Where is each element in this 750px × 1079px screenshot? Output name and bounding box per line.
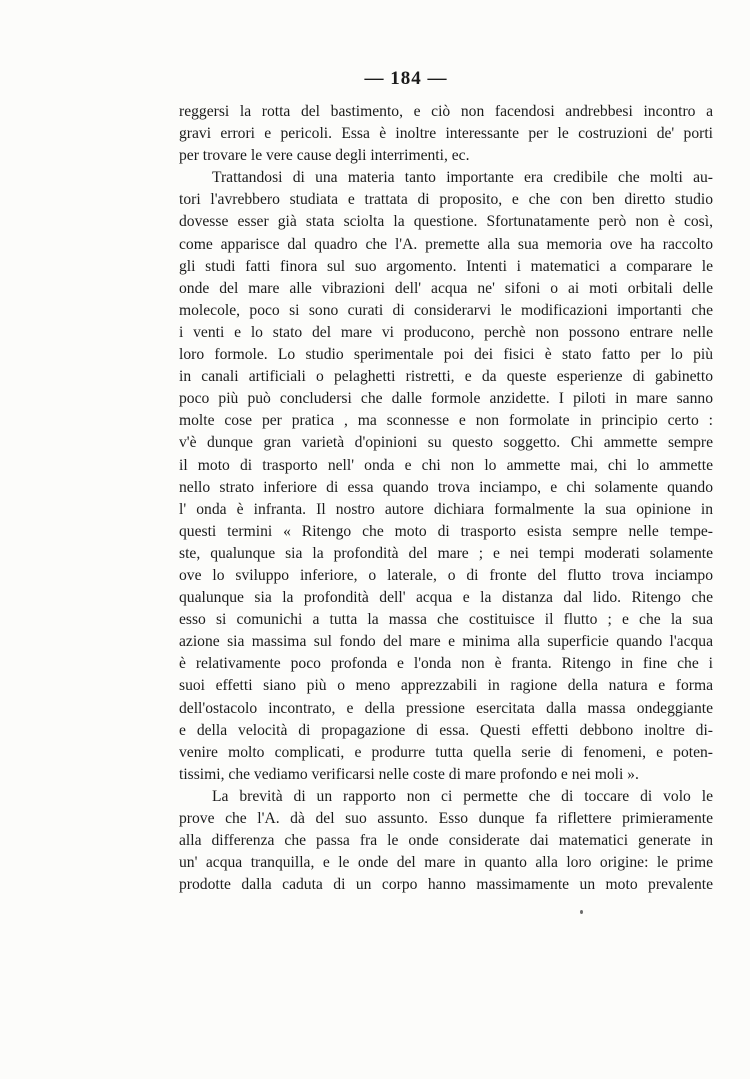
text-line: tori l'avrebbero studiata e trattata di proposito, e che con ben diretto studio: [179, 191, 713, 209]
text-line: è relativamente poco profonda e l'onda non è franta. Ritengo in fine che i: [179, 655, 713, 673]
text-line: loro formole. Lo studio sperimentale poi dei fisici è stato fatto per lo più: [179, 346, 713, 364]
text-line: poco più può concludersi che dalle formole anzidette. I piloti in mare sanno: [179, 390, 713, 408]
paper-speck: [580, 910, 583, 914]
text-line: dovesse esser già stata sciolta la questione. Sfortunatamente però non è così,: [179, 213, 713, 231]
text-line: qualunque sia la profondità dell' acqua e la distanza dal lido. Ritengo che: [179, 589, 713, 607]
text-line: per trovare le vere cause degli interrimenti, ec.: [179, 147, 470, 165]
text-line: in canali artificiali o pelaghetti ristretti, e da queste esperienze di gabinetto: [179, 368, 713, 386]
text-line: esso si comunichi a tutta la massa che costituisce il flutto ; e che la sua: [179, 611, 713, 629]
text-line: La brevità di un rapporto non ci permette che di toccare di volo le: [212, 787, 713, 805]
text-line: venire molto complicati, e produrre tutta quella serie di fenomeni, e poten-: [179, 743, 713, 761]
text-line: onde del mare alle vibrazioni dell' acqua ne' sifoni o ai moti orbitali delle: [179, 279, 713, 297]
text-line: molte cose per pratica , ma sconnesse e non formolate in principio certo :: [179, 412, 713, 430]
text-line: v'è dunque gran varietà d'opinioni su questo soggetto. Chi ammette sempre: [179, 434, 713, 452]
text-line: il moto di trasporto nell' onda e chi non lo ammette mai, chi lo ammette: [179, 456, 713, 474]
text-line: alla differenza che passa fra le onde considerate dai matematici generate in: [179, 832, 713, 850]
text-line: ove lo sviluppo inferiore, o laterale, o di fronte del flutto trova inciampo: [179, 566, 713, 584]
text-line: reggersi la rotta del bastimento, e ciò non facendosi andrebbesi incontro a: [179, 103, 713, 120]
text-line: prodotte dalla caduta di un corpo hanno massimamente un moto prevalente: [179, 876, 713, 894]
text-line: gravi errori e pericoli. Essa è inoltre interessante per le costruzioni de' porti: [179, 125, 713, 143]
text-line: ste, qualunque sia la profondità del mare ; e nei tempi moderati solamente: [179, 544, 713, 562]
text-line: tissimi, che vediamo verificarsi nelle coste di mare profondo e nei moli ».: [179, 765, 639, 783]
text-line: prove che l'A. dà del suo assunto. Esso dunque fa riflettere primieramente: [179, 810, 713, 827]
text-line: nello strato inferiore di essa quando trova inciampo, e chi solamente quando: [179, 478, 713, 496]
text-line: l' onda è infranta. Il nostro autore dichiara formalmente la sua opinione in: [179, 500, 713, 518]
page-number: — 184 —: [364, 68, 448, 89]
text-line: azione sia massima sul fondo del mare e minima alla superficie quando l'acqua: [179, 633, 713, 651]
text-line: gli studi fatti finora sul suo argomento. Intenti i matematici a comparare le: [179, 257, 713, 275]
text-line: come apparisce dal quadro che l'A. premette alla sua memoria ove ha raccolto: [179, 235, 713, 253]
body-text: [179, 101, 713, 896]
text-line: i venti e lo stato del mare vi producono, perchè non possono entrare nelle: [179, 323, 713, 341]
text-line: dell'ostacolo incontrato, e della pressione esercitata dalla massa ondeggiante: [179, 699, 713, 717]
text-line: e della velocità di propagazione di essa. Questi effetti debbono inoltre di-: [179, 721, 713, 739]
text-line: questi termini « Ritengo che moto di trasporto esista sempre nelle tempe-: [179, 522, 713, 540]
text-line: un' acqua tranquilla, e le onde del mare in quanto alla loro origine: le prime: [179, 854, 713, 872]
text-line: molecole, poco si sono curati di considerarvi le modificazioni importanti che: [179, 301, 713, 319]
text-line: Trattandosi di una materia tanto importante era credibile che molti au-: [212, 169, 713, 187]
text-line: suoi effetti siano più o meno apprezzabili in ragione della natura e forma: [179, 677, 713, 695]
